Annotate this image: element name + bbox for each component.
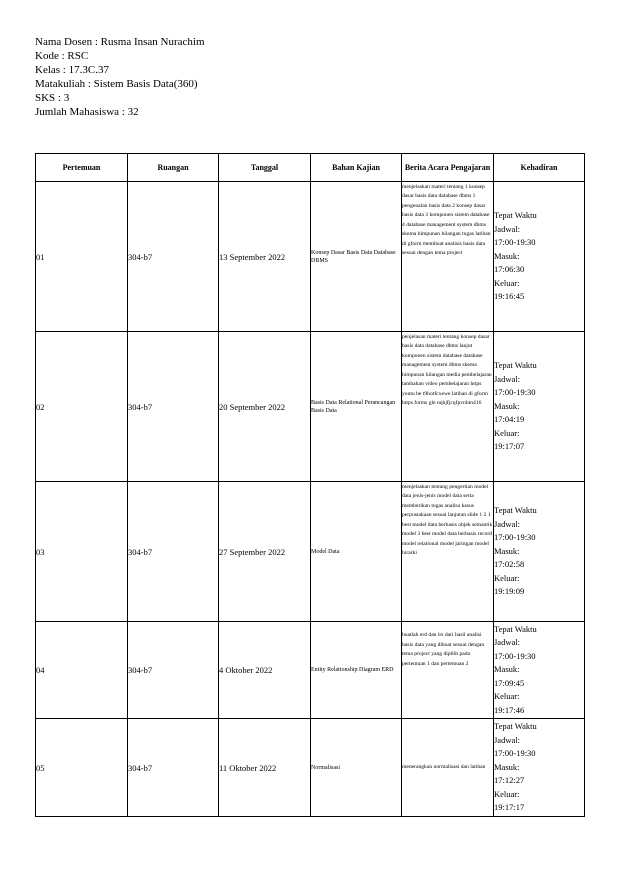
meeting-number: 03 <box>36 482 128 622</box>
check-in-time: 17:04:19 <box>494 414 525 425</box>
credit-units: SKS : 3 <box>35 92 70 104</box>
date: 13 September 2022 <box>219 182 311 332</box>
check-out-time: 19:17:07 <box>494 441 525 452</box>
schedule-label: Jadwal: <box>494 373 520 384</box>
attendance-status: Tepat Waktu <box>494 623 537 634</box>
teaching-report <box>402 182 494 332</box>
schedule-time: 17:00-19:30 <box>494 748 536 759</box>
teaching-report <box>402 482 494 622</box>
attendance-status: Tepat Waktu <box>494 360 537 371</box>
schedule-label: Jadwal: <box>494 518 520 529</box>
check-out-time: 19:17:46 <box>494 704 525 715</box>
class-code: Kelas : 17.3C.37 <box>35 64 109 76</box>
meeting-number: 02 <box>36 332 128 482</box>
header-pertemuan: Pertemuan <box>36 154 128 182</box>
lecturer-info <box>35 35 205 119</box>
check-in-label: Masuk: <box>494 545 520 556</box>
check-out-label: Keluar: <box>494 572 520 583</box>
schedule-label: Jadwal: <box>494 223 520 234</box>
meeting-number: 01 <box>36 182 128 332</box>
teaching-report <box>402 719 494 817</box>
room: 304-b7 <box>128 332 219 482</box>
teaching-report-text: menjelaskan tentang pengertian model data jenis-jenis model data serta memberikan tugas analisa kasus perpustakaan sesuai lanjutan slide 1 2 1 best model data berbasis objek semantik model 3 best model data berbasis record model relational model jaringan model hirarki <box>402 483 493 556</box>
check-out-label: Keluar: <box>494 427 520 438</box>
check-in-label: Masuk: <box>494 250 520 261</box>
table-row <box>36 719 585 817</box>
course-name: Matakuliah : Sistem Basis Data(360) <box>35 78 198 90</box>
check-in-label: Masuk: <box>494 761 520 772</box>
header-kehadiran: Kehadiran <box>494 154 585 182</box>
header-bahan-kajian: Bahan Kajian <box>311 154 402 182</box>
header-ruangan: Ruangan <box>128 154 219 182</box>
attendance-status: Tepat Waktu <box>494 210 537 221</box>
table-row <box>36 182 585 332</box>
table-row <box>36 332 585 482</box>
check-in-time: 17:06:30 <box>494 264 525 275</box>
schedule-time: 17:00-19:30 <box>494 387 536 398</box>
room: 304-b7 <box>128 182 219 332</box>
room: 304-b7 <box>128 482 219 622</box>
schedule-time: 17:00-19:30 <box>494 532 536 543</box>
schedule-time: 17:00-19:30 <box>494 237 536 248</box>
date: 4 Oktober 2022 <box>219 622 311 719</box>
check-in-label: Masuk: <box>494 400 520 411</box>
study-material: Normalisasi <box>311 719 402 817</box>
teaching-report-text: menjelaskan materi tentang 1 konsep dasar basis data database dbms 1 pengenalan basis data 2 konsep dasar basis data 3 komponen sistem database 4 database management system dbms skema himpunan hilangan tugas latihan di gform membuat analisis basis data sesuai dengan tema project <box>402 183 491 256</box>
check-in-time: 17:09:45 <box>494 677 525 688</box>
date: 27 September 2022 <box>219 482 311 622</box>
check-out-time: 19:16:45 <box>494 291 525 302</box>
schedule-time: 17:00-19:30 <box>494 650 536 661</box>
attendance-cell <box>494 182 585 332</box>
attendance-table <box>35 153 585 817</box>
study-material: Basis Data Relational Perancangan Basis Data <box>311 332 402 482</box>
study-material: Entity Relationship Diagram ERD <box>311 622 402 719</box>
check-in-time: 17:02:58 <box>494 559 525 570</box>
room: 304-b7 <box>128 719 219 817</box>
attendance-status: Tepat Waktu <box>494 721 537 732</box>
study-material: Model Data <box>311 482 402 622</box>
table-row <box>36 482 585 622</box>
teaching-report <box>402 332 494 482</box>
room: 304-b7 <box>128 622 219 719</box>
study-material: Konsep Dasar Basis Data Database DBMS <box>311 182 402 332</box>
teaching-report-text: penjelasan materi tentang konsep dasar basis data database dbms lanjut komponen sistem database database management system dbms skema himpunan hilangan media pembelajaran tambahan video pembelajaran https youtu be t9hotfcxewe latihan di gform https forms gle nqhjfjcqfpvnhm416 <box>402 333 492 406</box>
attendance-cell <box>494 332 585 482</box>
header-berita-acara: Berita Acara Pengajaran <box>402 154 494 182</box>
date: 11 Oktober 2022 <box>219 719 311 817</box>
attendance-cell <box>494 482 585 622</box>
lecturer-code: Kode : RSC <box>35 50 89 62</box>
meeting-number: 05 <box>36 719 128 817</box>
date: 20 September 2022 <box>219 332 311 482</box>
table-row <box>36 622 585 719</box>
check-out-label: Keluar: <box>494 788 520 799</box>
attendance-cell <box>494 719 585 817</box>
check-out-label: Keluar: <box>494 277 520 288</box>
check-in-time: 17:12:27 <box>494 775 525 786</box>
check-out-time: 19:17:17 <box>494 802 525 813</box>
teaching-report-text: menerangkan normalisasi dan latihan <box>402 763 486 770</box>
lecturer-name: Nama Dosen : Rusma Insan Nurachim <box>35 36 205 48</box>
check-in-label: Masuk: <box>494 664 520 675</box>
attendance-cell <box>494 622 585 719</box>
check-out-label: Keluar: <box>494 691 520 702</box>
meeting-number: 04 <box>36 622 128 719</box>
teaching-report-text: buatlah erd dan lrs dari hasil analisi basis data yang dibuat sesuai dengan tema project yang dipilih pada pertemuan 1 dan pertemuan 2 <box>402 632 485 667</box>
schedule-label: Jadwal: <box>494 637 520 648</box>
header-tanggal: Tanggal <box>219 154 311 182</box>
teaching-report <box>402 622 494 719</box>
table-header-row <box>36 154 585 182</box>
schedule-label: Jadwal: <box>494 734 520 745</box>
attendance-status: Tepat Waktu <box>494 505 537 516</box>
check-out-time: 19:19:09 <box>494 586 525 597</box>
student-count: Jumlah Mahasiswa : 32 <box>35 106 139 118</box>
